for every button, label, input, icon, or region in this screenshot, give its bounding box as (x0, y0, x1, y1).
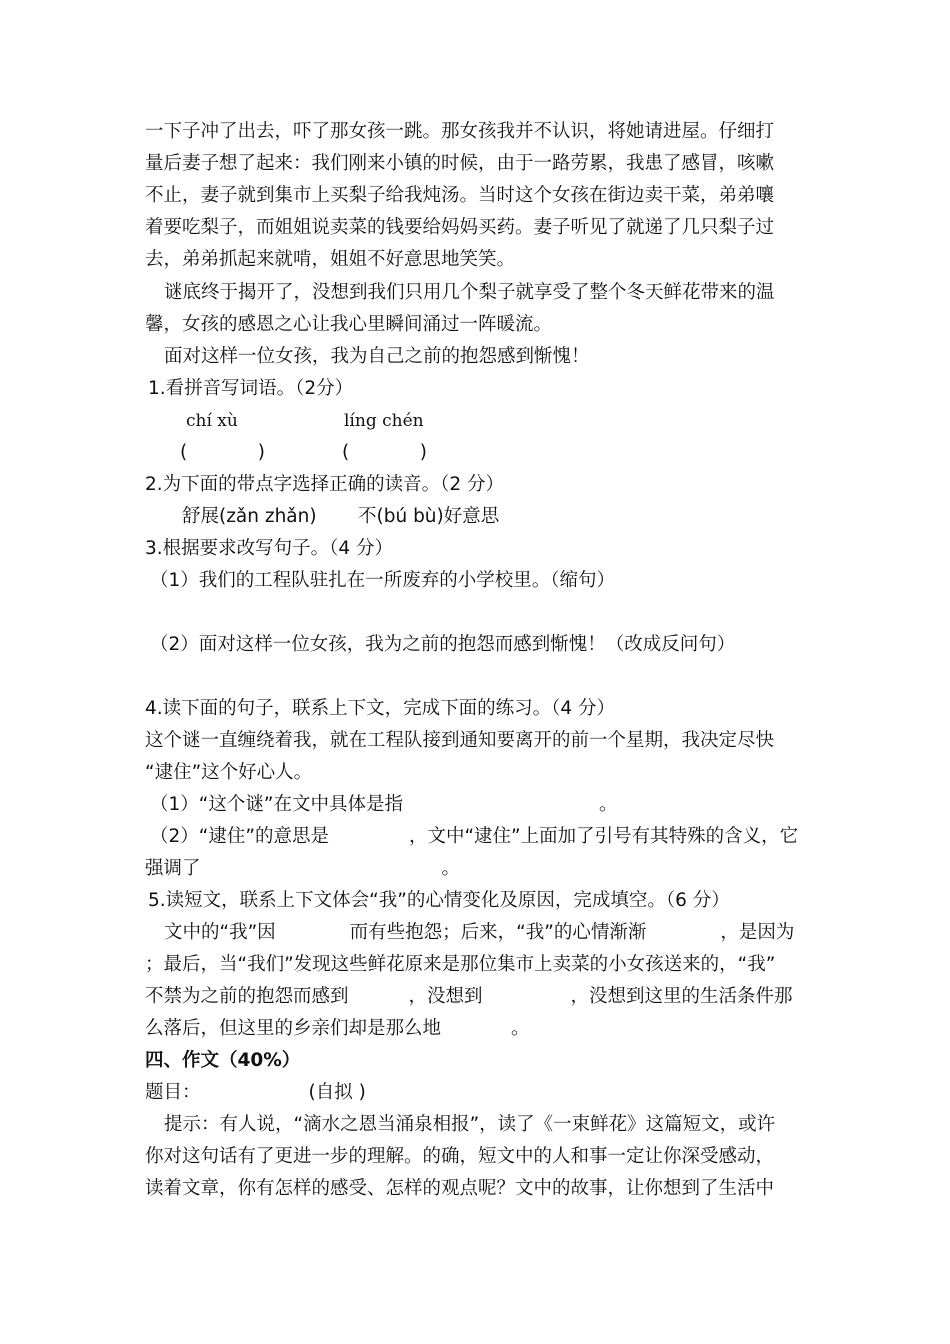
quote-line: 这个谜一直缠绕着我，就在工程队接到通知要离开的前一个星期，我决定尽快 (145, 730, 775, 751)
question-5-text: 。 (511, 1018, 530, 1039)
question-5-text: 不禁为之前的抱怨而感到 (145, 986, 349, 1007)
passage-line: 去，弟弟抓起来就啃，姐姐不好意思地笑笑。 (145, 249, 516, 270)
composition-title-label: 题目： (145, 1082, 201, 1103)
question-5-text: ，没想到这里的生活条件那 (570, 986, 793, 1007)
question-4-2-text: 强调了 (145, 858, 201, 879)
composition-hint-line: 你对这句话有了更进一步的理解。的确，短文中的人和事一定让你深受感动， (145, 1146, 775, 1167)
question-5-line: ；最后，当“我们”发现这些鲜花原来是那位集市上卖菜的小女孩送来的，“我” (145, 954, 776, 975)
passage-line: 面对这样一位女孩，我为自己之前的抱怨感到惭愧！ (164, 346, 590, 367)
question-5-text: ，是因为 (720, 922, 795, 943)
pronunciation-item-2: 不(bú bù)好意思 (358, 506, 500, 527)
pinyin-2: líng chén (344, 411, 424, 431)
composition-heading: 四、作文（40%） (145, 1050, 301, 1071)
answer-blank-1[interactable]: ( ) (180, 442, 266, 463)
question-4-1-text: （1）“这个谜”在文中具体是指 (150, 794, 403, 815)
composition-title-note: (自拟 ) (308, 1082, 366, 1103)
question-5-line (145, 985, 793, 1009)
question-4-2 (150, 825, 798, 849)
question-3-title: 3.根据要求改写句子。（4 分） (145, 538, 394, 559)
question-5-title: 5.读短文，联系上下文体会“我”的心情变化及原因，完成填空。（6 分） (148, 890, 730, 911)
question-4-1-end: 。 (598, 794, 618, 815)
composition-title-row (145, 1081, 366, 1105)
question-5-text: ，没想到 (408, 986, 483, 1007)
composition-hint-line: 读着文章，你有怎样的感受、怎样的观点呢？文中的故事，让你想到了生活中 (145, 1178, 775, 1199)
question-2-title: 2.为下面的带点字选择正确的读音。（2 分） (145, 474, 505, 495)
question-5-text: 文中的“我”因 (164, 922, 276, 943)
question-5-line (164, 921, 794, 945)
question-4-2-end: 。 (441, 858, 461, 879)
pronunciation-item-1: 舒展(zǎn zhǎn) (182, 506, 317, 527)
composition-hint-line: 提示：有人说，“滴水之恩当涌泉相报”，读了《一束鲜花》这篇短文，或许 (164, 1114, 776, 1135)
rewrite-sentence-2: （2）面对这样一位女孩，我为之前的抱怨而感到惭愧！（改成反问句） (150, 634, 736, 655)
question-4-2-rest: ，文中“逮住”上面加了引号有其特殊的含义，它 (408, 826, 799, 847)
rewrite-sentence-1: （1）我们的工程队驻扎在一所废弃的小学校里。（缩句） (150, 570, 616, 591)
question-5-text: 么落后，但这里的乡亲们却是那么地 (145, 1018, 442, 1039)
question-4-1 (150, 793, 617, 817)
answer-blank-2[interactable]: ( ) (342, 442, 428, 463)
passage-line: 量后妻子想了起来：我们刚来小镇的时候，由于一路劳累，我患了感冒，咳嗽 (145, 153, 775, 174)
question-1-title: 1.看拼音写词语。（2分） (148, 378, 354, 399)
passage-line: 着要吃梨子，而姐姐说卖菜的钱要给妈妈买药。妻子听见了就递了几只梨子过 (145, 217, 775, 238)
question-5-line (145, 1017, 530, 1041)
question-4-2-text: （2）“逮住”的意思是 (150, 826, 329, 847)
question-5-text: 而有些抱怨；后来，“我”的心情渐渐 (349, 922, 647, 943)
question-4-2-cont (145, 857, 460, 881)
pinyin-1: chí xù (186, 411, 238, 431)
passage-line: 一下子冲了出去，吓了那女孩一跳。那女孩我并不认识，将她请进屋。仔细打 (145, 121, 775, 142)
passage-line: 馨，女孩的感恩之心让我心里瞬间涌过一阵暖流。 (145, 314, 553, 335)
passage-line: 谜底终于揭开了，没想到我们只用几个梨子就享受了整个冬天鲜花带来的温 (164, 282, 775, 303)
question-4-title: 4.读下面的句子，联系上下文，完成下面的练习。（4 分） (145, 698, 616, 719)
passage-line: 不止，妻子就到集市上买梨子给我炖汤。当时这个女孩在街边卖干菜，弟弟嚷 (145, 185, 775, 206)
quote-line: “逮住”这个好心人。 (145, 762, 313, 783)
